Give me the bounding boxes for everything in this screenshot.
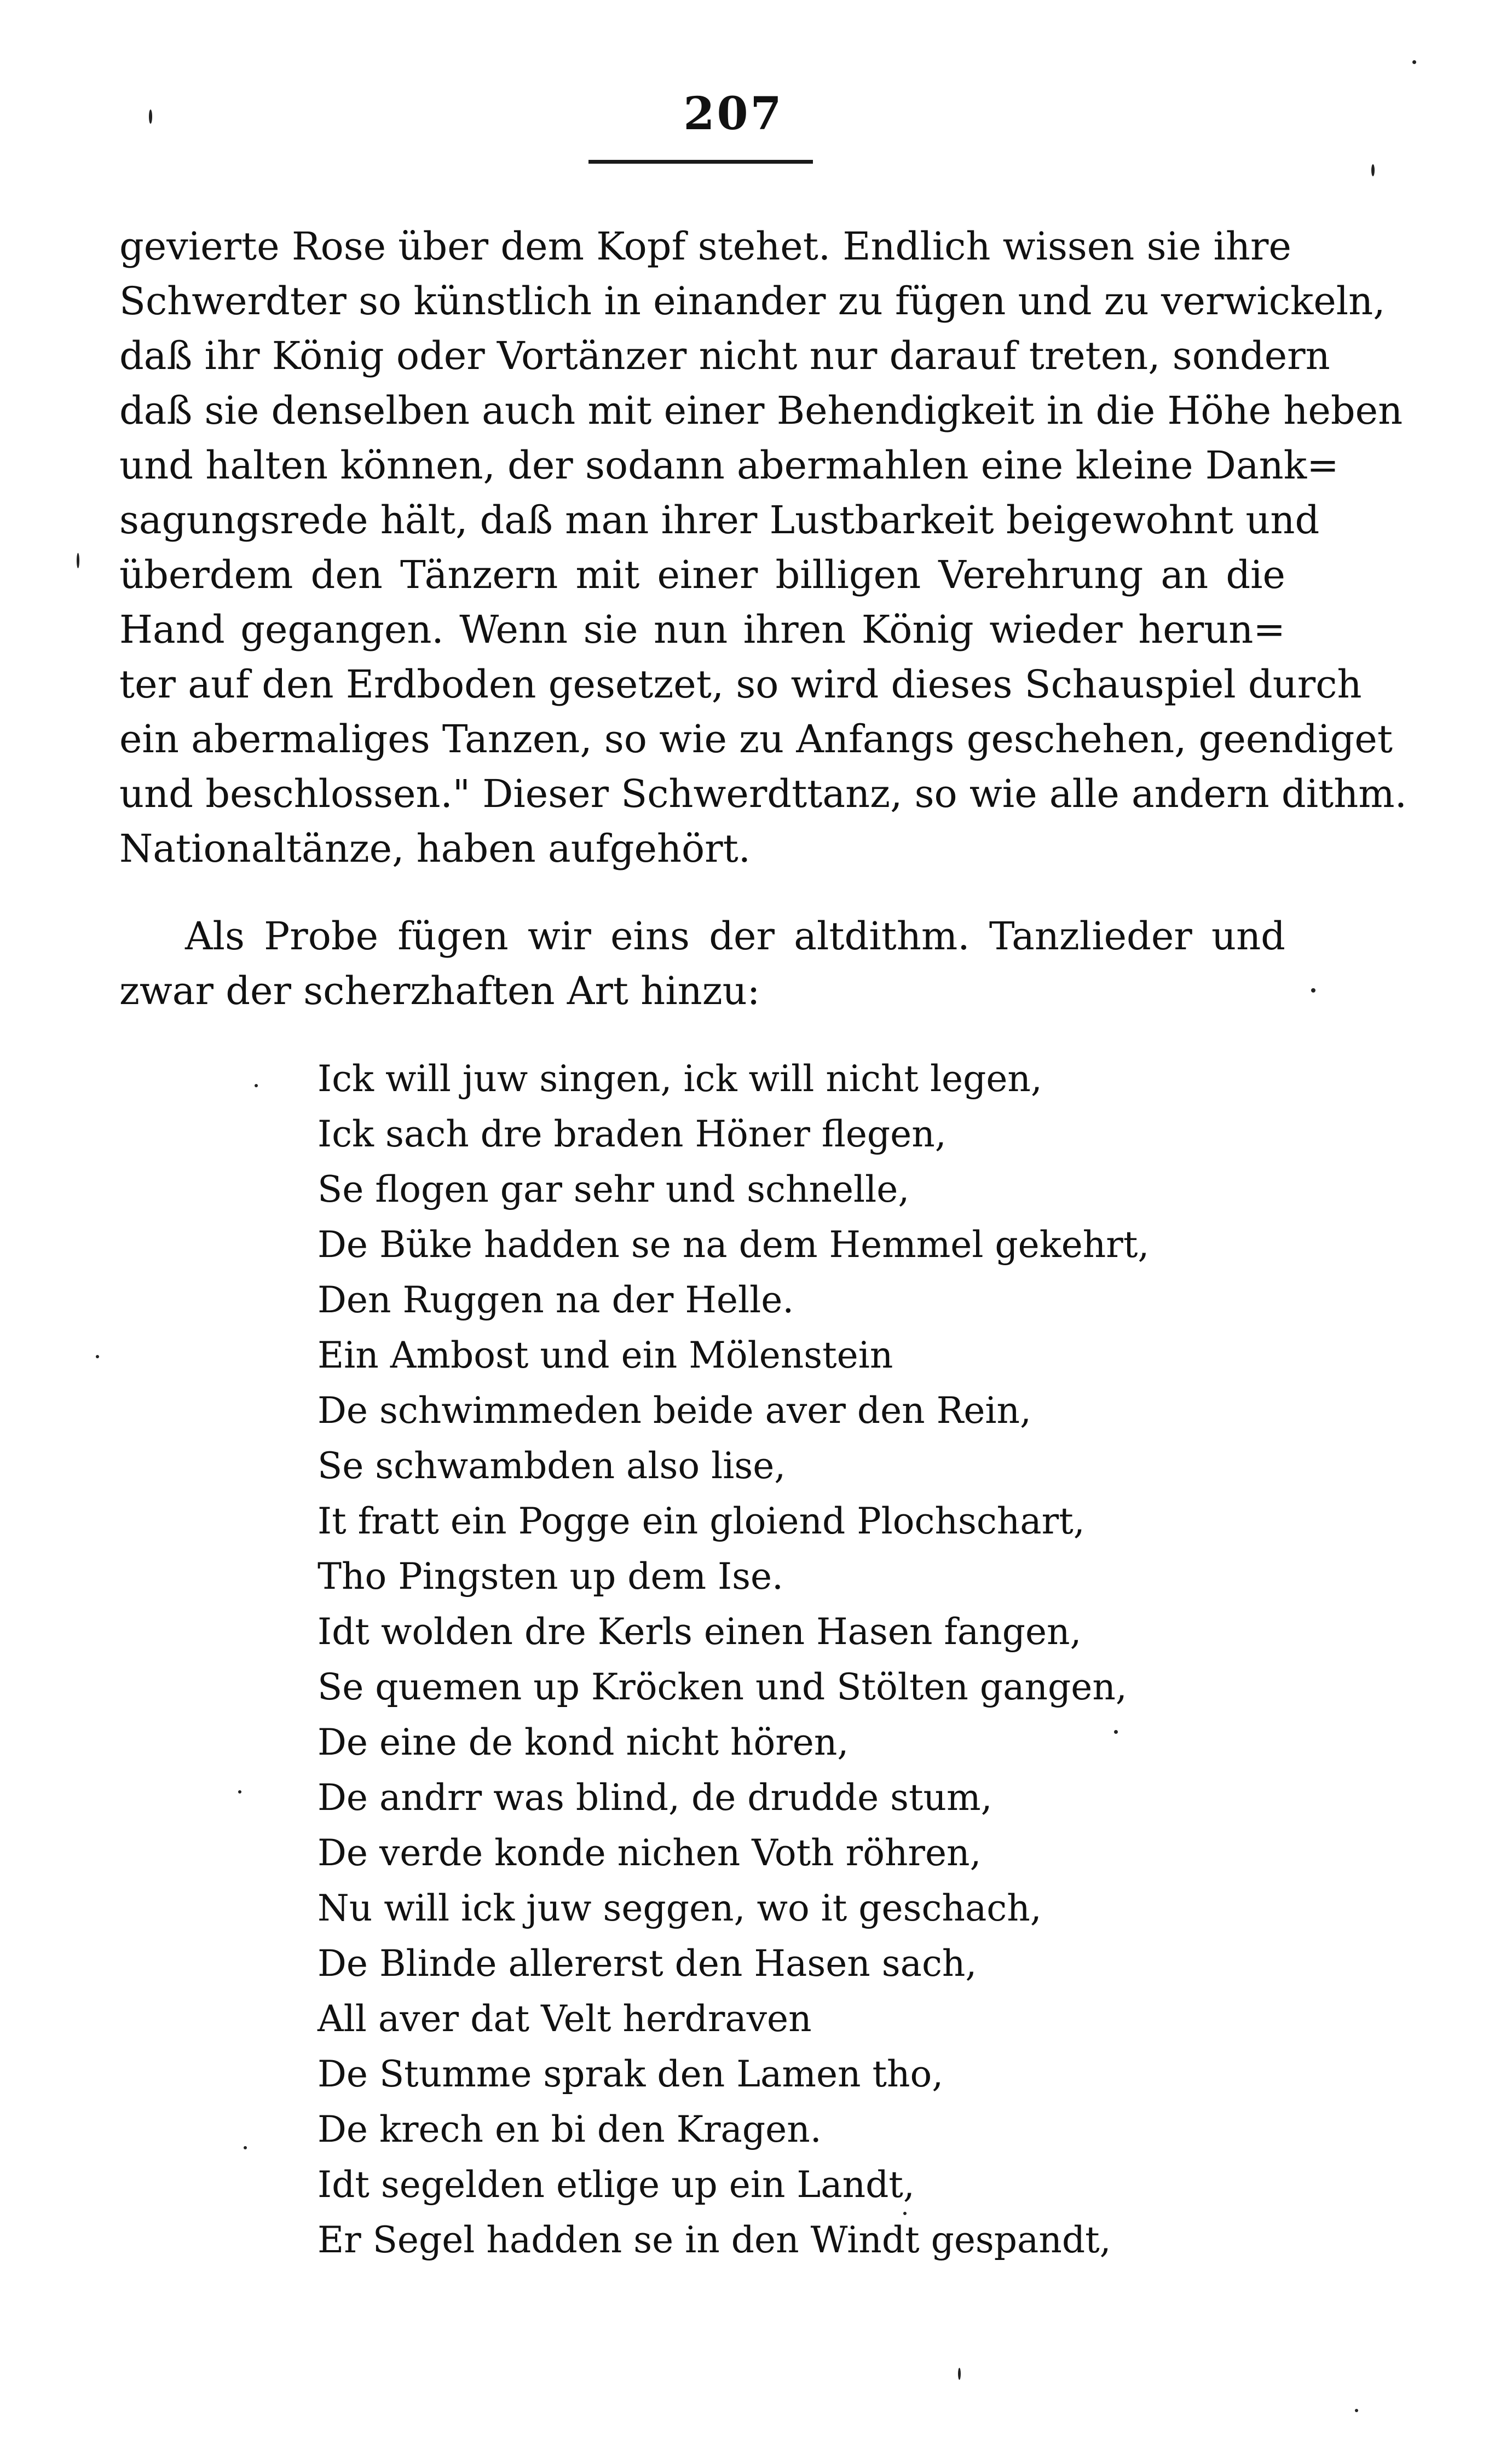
verse-line: Den Ruggen na der Helle.: [318, 1279, 794, 1321]
verse-line: Ick will juw singen, ick will nicht legen,: [318, 1058, 1042, 1100]
scan-speck: [903, 2212, 907, 2215]
verse-line: De schwimmeden beide aver den Rein,: [318, 1389, 1031, 1432]
verse-line: Idt wolden dre Kerls einen Hasen fangen,: [318, 1611, 1082, 1653]
verse-line: De Blinde allererst den Hasen sach,: [318, 1942, 977, 1985]
text-line: ter auf den Erdboden gesetzet, so wird dieses Schauspiel durch: [119, 662, 1362, 707]
scan-speck: [958, 2368, 961, 2380]
text-line: Als Probe fügen wir eins der altdithm. Tanzlieder und: [185, 914, 1285, 959]
verse-line: De andrr was blind, de drudde stum,: [318, 1777, 992, 1819]
scan-speck: [1114, 1730, 1118, 1734]
scan-speck: [244, 2146, 247, 2149]
text-line: sagungsrede hält, daß man ihrer Lustbarkeit beigewohnt und: [119, 498, 1320, 543]
verse-line: Er Segel hadden se in den Windt gespandt,: [318, 2219, 1111, 2261]
verse-line: De verde konde nichen Voth röhren,: [318, 1832, 982, 1874]
verse-line: Ein Ambost und ein Mölenstein: [318, 1334, 893, 1376]
paragraph-sword-dance: [119, 219, 1407, 876]
paragraph-intro-song: [119, 909, 1285, 1018]
text-line: und beschlossen." Dieser Schwerdttanz, so wie alle andern dithm.: [119, 771, 1407, 816]
verse-line: De krech en bi den Kragen.: [318, 2108, 822, 2150]
text-line: gevierte Rose über dem Kopf stehet. Endlich wissen sie ihre: [119, 224, 1291, 269]
text-line: überdem den Tänzern mit einer billigen Verehrung an die: [119, 552, 1285, 597]
scan-speck: [1311, 988, 1315, 993]
text-line: daß sie denselben auch mit einer Behendigkeit in die Höhe heben: [119, 388, 1403, 433]
scan-speck: [96, 1355, 99, 1358]
text-line: Nationaltänze, haben aufgehört.: [119, 826, 751, 871]
text-line: Schwerdter so künstlich in einander zu fügen und zu verwickeln,: [119, 279, 1386, 324]
scan-speck: [1412, 60, 1416, 64]
text-line: und halten können, der sodann abermahlen eine kleine Dank=: [119, 443, 1339, 488]
verse-line: Se flogen gar sehr und schnelle,: [318, 1168, 910, 1210]
scan-speck: [77, 553, 79, 568]
header-rule: [588, 160, 813, 164]
scan-speck: [149, 109, 152, 124]
verse-line: Se schwambden also lise,: [318, 1445, 786, 1487]
scan-speck: [1355, 2409, 1358, 2412]
text-line: ein abermaliges Tanzen, so wie zu Anfangs geschehen, geendiget: [119, 717, 1393, 762]
verse-line: It fratt ein Pogge ein gloiend Plochschart,: [318, 1500, 1085, 1542]
verse-line: Tho Pingsten up dem Ise.: [318, 1555, 784, 1598]
verse-line: Idt segelden etlige up ein Landt,: [318, 2164, 915, 2206]
verse-line: Se quemen up Kröcken und Stölten gangen,: [318, 1666, 1127, 1708]
text-line: zwar der scherzhaften Art hinzu:: [119, 968, 760, 1013]
scan-speck: [238, 1790, 241, 1794]
verse-line: All aver dat Velt herdraven: [318, 1998, 812, 2040]
text-line: Hand gegangen. Wenn sie nun ihren König wieder herun=: [119, 607, 1285, 652]
dance-song-verse: [318, 1051, 1303, 2268]
scan-speck: [1371, 164, 1375, 176]
verse-line: De eine de kond nicht hören,: [318, 1721, 849, 1763]
scan-speck: [255, 1084, 258, 1087]
verse-line: Ick sach dre braden Höner flegen,: [318, 1113, 947, 1155]
verse-line: De Stumme sprak den Lamen tho,: [318, 2053, 944, 2095]
verse-line: Nu will ick juw seggen, wo it geschach,: [318, 1887, 1042, 1929]
verse-line: De Büke hadden se na dem Hemmel gekehrt,: [318, 1224, 1150, 1266]
text-line: daß ihr König oder Vortänzer nicht nur darauf treten, sondern: [119, 333, 1330, 378]
page-number: 207: [683, 88, 784, 140]
